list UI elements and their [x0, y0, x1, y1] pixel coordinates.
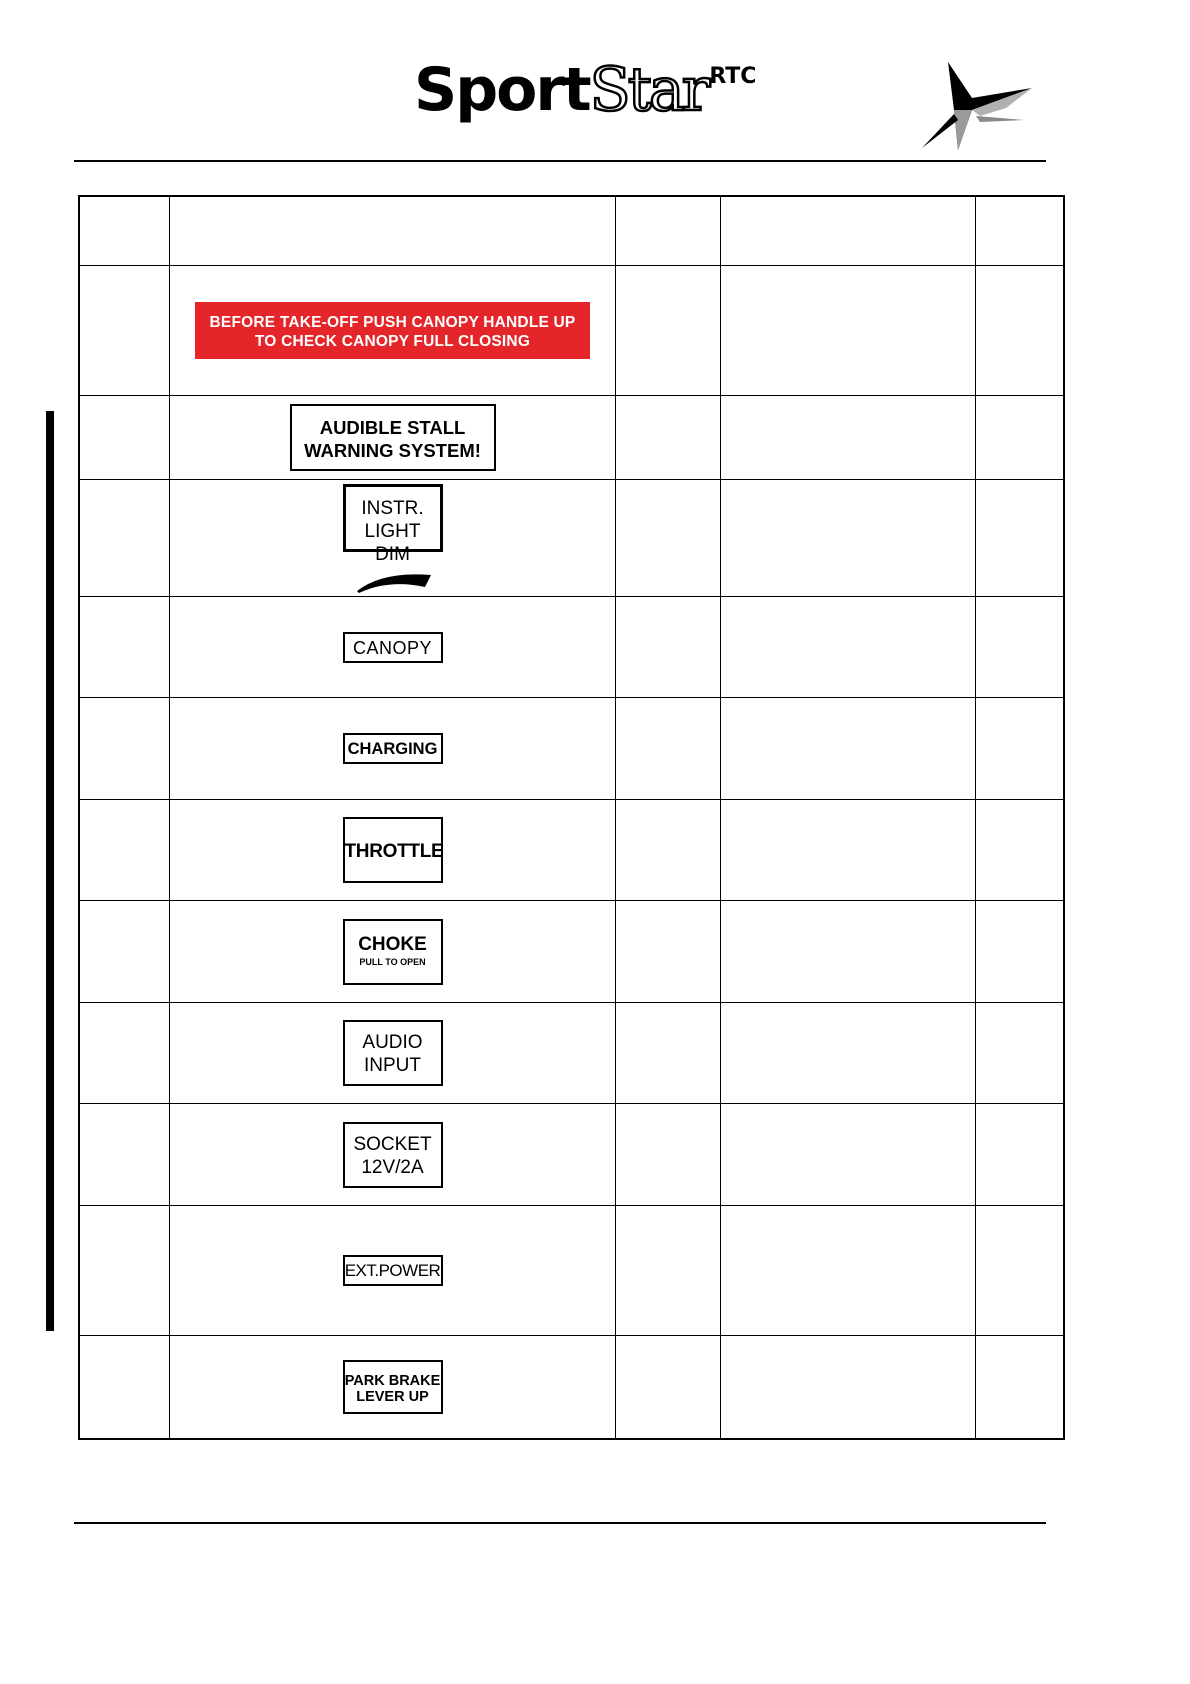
table-row [80, 1003, 1064, 1104]
instr-light-placard [343, 484, 443, 593]
throttle-placard: THROTTLE [343, 817, 443, 883]
ext-power-placard: EXT.POWER [343, 1255, 443, 1286]
logo-star-text: Star [589, 55, 708, 125]
table-row [80, 901, 1064, 1003]
placard-line: LIGHT DIM [364, 520, 421, 565]
placard-line: SOCKET [353, 1133, 432, 1155]
stall-warning-placard [290, 404, 496, 471]
placards-table [79, 196, 1064, 1439]
header-rule [74, 160, 1046, 162]
charging-placard: CHARGING [343, 733, 443, 764]
placard-subtext: PULL TO OPEN [359, 956, 426, 967]
instr-light-box [343, 484, 443, 565]
table-header-row [80, 197, 1064, 266]
header-cell [80, 197, 170, 266]
placard-line: TO CHECK CANOPY FULL CLOSING [254, 333, 531, 350]
table-row [80, 698, 1064, 800]
placard-line: LEVER UP [356, 1389, 429, 1405]
table-row [80, 597, 1064, 698]
table-row [80, 480, 1064, 597]
header-cell [170, 197, 616, 266]
placard-line: BEFORE TAKE-OFF PUSH CANOPY HANDLE UP [209, 314, 576, 331]
table-row [80, 1206, 1064, 1336]
logo-sport-text: Sport [414, 55, 590, 125]
choke-placard [343, 919, 443, 985]
socket-placard [343, 1122, 443, 1188]
dimmer-wedge-icon [353, 567, 433, 593]
placard-line: AUDIBLE STALL [319, 417, 466, 438]
canopy-placard: CANOPY [343, 632, 443, 663]
header-cell [616, 197, 721, 266]
canopy-warning-placard [195, 302, 590, 359]
table-row [80, 1336, 1064, 1439]
placard-line: 12V/2A [361, 1156, 424, 1178]
table-row [80, 396, 1064, 480]
sportstar-logo [414, 55, 757, 125]
park-brake-placard [343, 1360, 443, 1414]
placard-line: PARK BRAKE [344, 1373, 441, 1389]
table-row [80, 1104, 1064, 1206]
table-row [80, 800, 1064, 901]
header-cell [721, 197, 976, 266]
star-logo-icon [920, 60, 1035, 152]
change-bar [46, 411, 54, 1331]
placard-line: INSTR. [361, 497, 424, 519]
logo-rtc-text: RTC [709, 64, 757, 89]
table-row [80, 266, 1064, 396]
audio-input-placard [343, 1020, 443, 1086]
footer-rule [74, 1522, 1046, 1524]
header-cell [976, 197, 1064, 266]
placard-line: WARNING SYSTEM! [304, 440, 481, 461]
placard-line: AUDIO [362, 1032, 423, 1053]
placard-line: INPUT [364, 1055, 421, 1076]
placard-line: CHOKE [358, 933, 427, 955]
